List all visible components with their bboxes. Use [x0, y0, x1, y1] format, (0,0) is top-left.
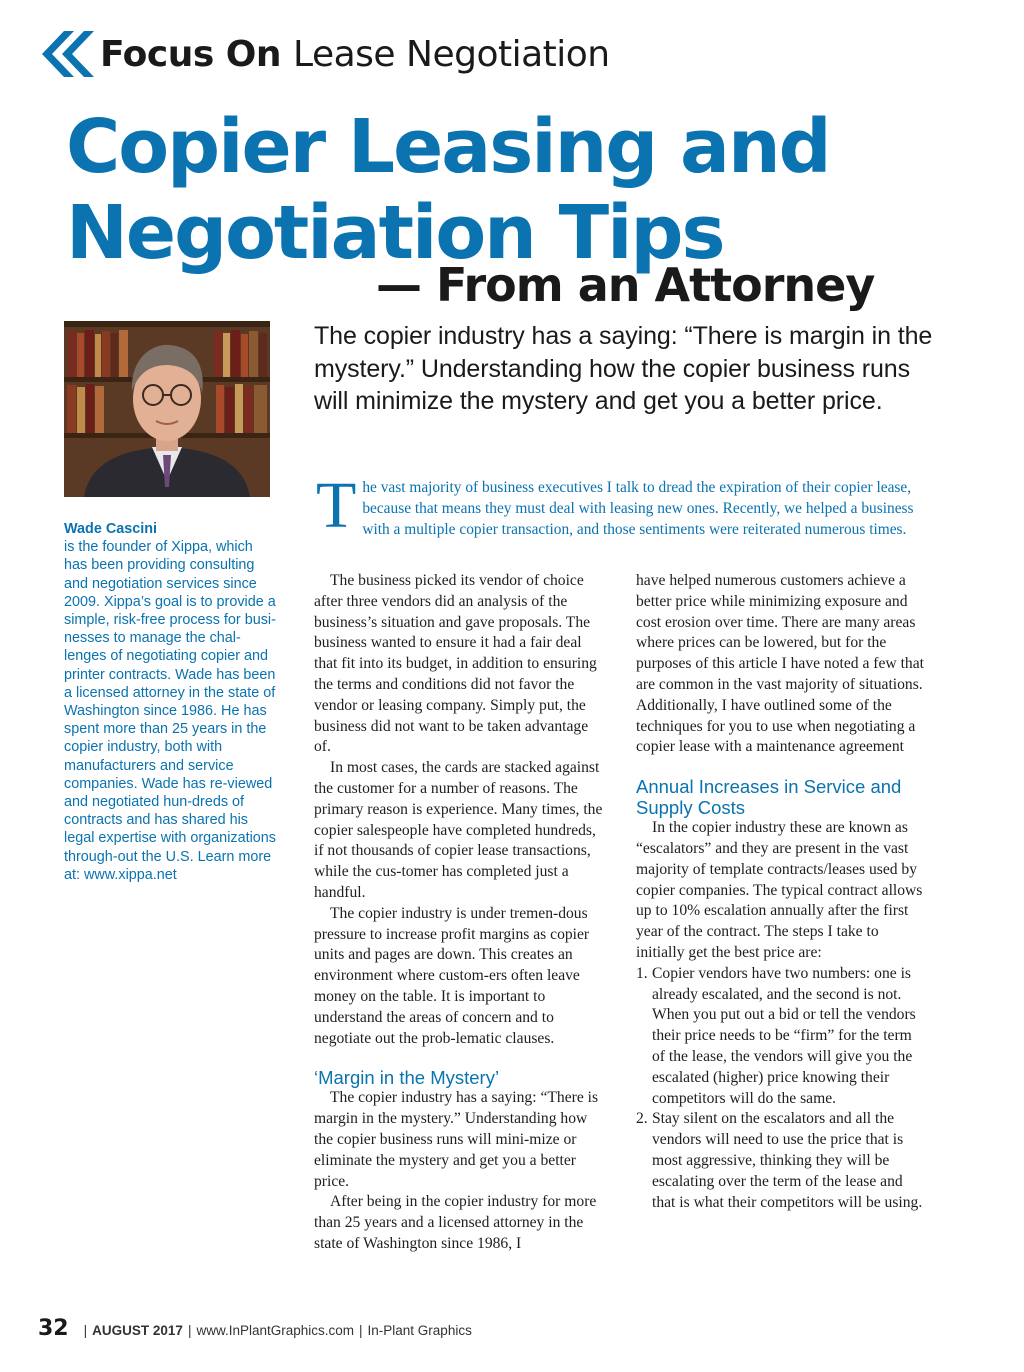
footer-website: www.InPlantGraphics.com [196, 1323, 355, 1338]
double-chevron-left-icon [38, 29, 96, 79]
intro-text: he vast majority of business executives I talk to dread the expiration of their copier lease, because that means they must deal with leasing new ones. Recently, we helped a business with a multiple copier transaction, and those sentiments were reiterated numerous times. [362, 479, 914, 538]
steps-list [636, 964, 928, 1214]
list-item [636, 1109, 928, 1213]
list-number: 1. [636, 964, 648, 982]
author-bio-text: is the founder of Xippa, which has been providing consulting and negotiation services since 2009. Xippa’s goal is to provide a simple, risk-free process for busi-nesses to manage the chal-lenges of negotiating copier and printer contracts. Wade has been a licensed attorney in the state of Washington since 1986. He has spent more than 25 years in the copier industry, both with manufacturers and service companies. Wade has re-viewed and negotiated hun-dreds of contracts and has shared his legal expertise with organizations through-out the U.S. Learn more at: www.xippa.net [64, 539, 276, 883]
paragraph: In most cases, the cards are stacked against the customer for a number of reasons. The primary reason is experience. Many times, the copier salespeople have completed hundreds, if not thousands of copier lease transactions, while the cus-tomer has completed just a handful. [314, 759, 603, 901]
article-title-line-2: Negotiation Tips [66, 190, 724, 276]
paragraph: have helped numerous customers achieve a better price while minimizing exposure and cost erosion over time. There are many areas where prices can be lowered, but for the purposes of this article I have noted a few that are common in the vast majority of situations. Additionally, I have outlined some of the techniques for you to use when negotiating a copier lease with a maintenance agreement [636, 572, 924, 756]
section-label-bold: Focus On [100, 33, 282, 75]
paragraph: After being in the copier industry for more than 25 years and a licensed attorney in the state of Washington since 1986, I [314, 1193, 597, 1252]
article-subtitle: — From an Attorney [376, 258, 875, 312]
article-title-line-1: Copier Leasing and [66, 104, 830, 190]
footer-separator: | [83, 1323, 88, 1338]
section-heading: Annual Increases in Service and Supply Costs [636, 776, 902, 819]
paragraph: The copier industry has a saying: “There is margin in the mystery.” Understanding how the copier business runs will mini-mize or eliminate the mystery and get you a better price. [314, 1089, 599, 1190]
body-column-right [636, 571, 928, 1213]
list-text: Copier vendors have two numbers: one is already escalated, and the second is not. When you put out a bid or tell the vendors their price needs to be “firm” for the term of the lease, the vendors will give you the escalated (higher) price knowing their competitors will do the same. [652, 964, 916, 1107]
article-deck: The copier industry has a saying: “There is margin in the mystery.” Understanding how the copier business runs will minimize the mystery and get you a better price. [314, 322, 933, 415]
section-label-topic: Lease Negotiation [293, 33, 610, 75]
author-photo [64, 321, 270, 497]
paragraph: In the copier industry these are known as “escalators” and they are present in the vast majority of template contracts/leases used by copier companies. The typical contract allows up to 10% escalation annually after the first year of the contract. The steps I take to initially get the best price are: [636, 819, 923, 961]
list-text: Stay silent on the escalators and all the vendors will need to use the price that is most aggressive, thinking they will be escalating over the term of the lease and that is what their competitors will be using. [652, 1110, 923, 1211]
page-number: 32 [38, 1316, 69, 1341]
drop-cap: T [316, 469, 357, 542]
section-header [38, 28, 610, 80]
author-bio [64, 520, 279, 884]
paragraph: The copier industry is under tremen-dous pressure to increase profit margins as copier units and pages are down. This creates an environment where custom-ers often leave money on the table. It is important to understand the areas of concern and to negotiate out the prob-lematic clauses. [314, 904, 590, 1047]
paragraph: The business picked its vendor of choice after three vendors did an analysis of the business’s situation and gave proposals. The business wanted to ensure it had a fair deal that fit into its budget, in addition to ensuring the terms and conditions did not favor the vendor or leasing company. Simply put, the business did not want to be taken advantage of. [314, 572, 597, 756]
footer-publication: In-Plant Graphics [367, 1323, 472, 1338]
footer-date: AUGUST 2017 [92, 1323, 183, 1338]
list-number: 2. [636, 1110, 648, 1128]
footer-separator: | [187, 1323, 192, 1338]
page-footer [38, 1316, 472, 1341]
article-intro [316, 469, 922, 542]
footer-separator: | [359, 1323, 363, 1338]
author-name: Wade Cascini [64, 521, 158, 537]
body-column-left [314, 571, 606, 1255]
list-item [636, 964, 928, 1110]
section-heading: ‘Margin in the Mystery’ [314, 1067, 500, 1089]
